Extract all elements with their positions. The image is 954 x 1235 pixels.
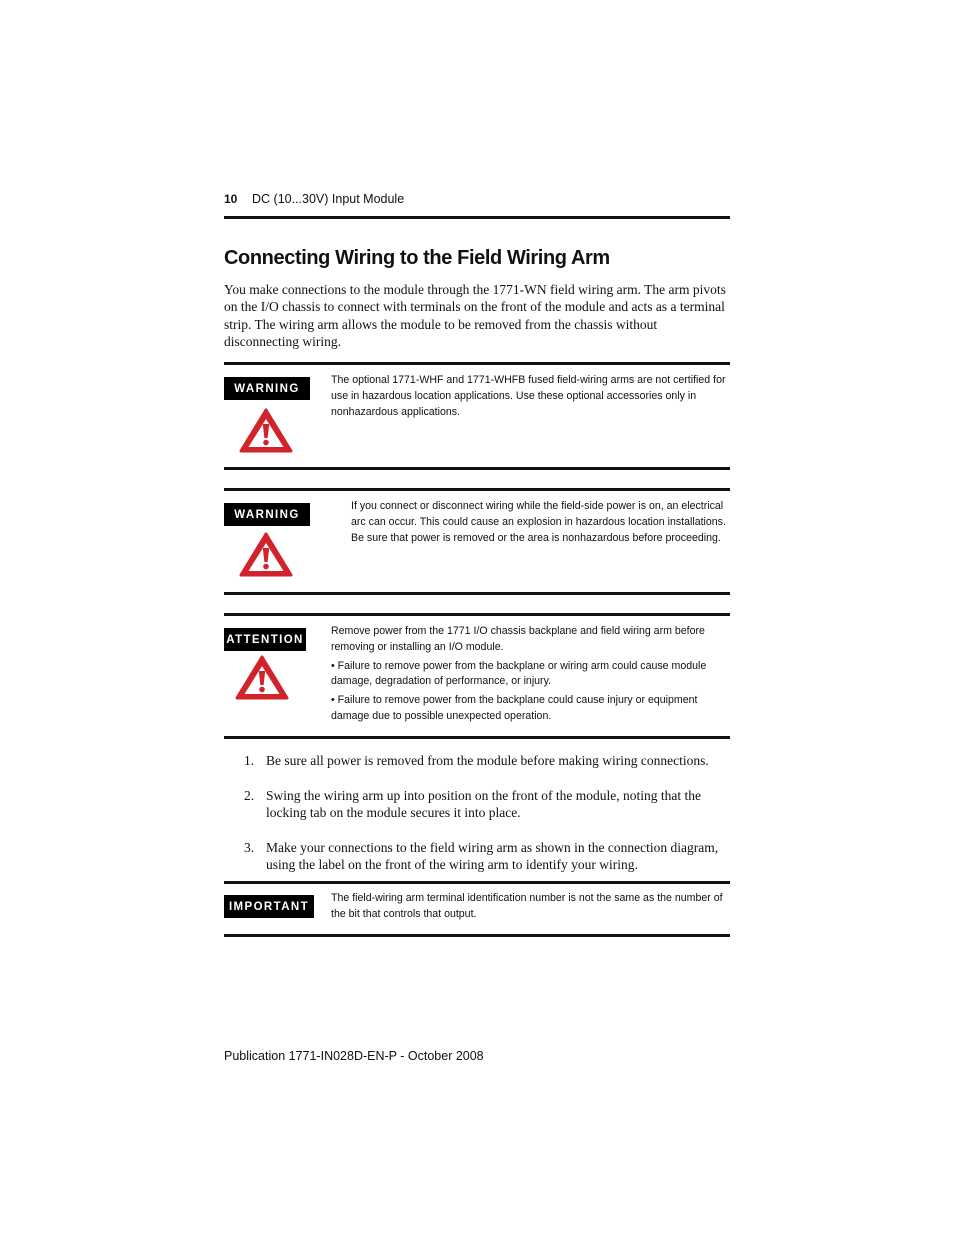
notice-top-rule bbox=[224, 881, 730, 884]
attention-bullet: • Failure to remove power from the backplane could cause injury or equipment damage due to possible unexpected operation. bbox=[331, 694, 698, 722]
notice-bottom-rule bbox=[224, 736, 730, 739]
attention-text bbox=[331, 624, 730, 725]
step-number: 2. bbox=[244, 787, 255, 803]
footer-publication: Publication 1771-IN028D-EN-P - October 2008 bbox=[224, 1049, 484, 1063]
notice-bottom-rule bbox=[224, 934, 730, 937]
notice-bottom-rule bbox=[224, 467, 730, 470]
notice-top-rule bbox=[224, 362, 730, 365]
important-label: IMPORTANT bbox=[224, 895, 314, 918]
page-header bbox=[224, 192, 730, 219]
warning-notice-1 bbox=[224, 362, 730, 472]
warning-triangle-icon bbox=[238, 406, 294, 454]
important-notice bbox=[224, 881, 730, 941]
list-item bbox=[244, 752, 730, 769]
warning-triangle-icon bbox=[234, 653, 290, 701]
warning-label: WARNING bbox=[224, 503, 310, 526]
warning-text: If you connect or disconnect wiring while the field-side power is on, an electrical arc can occur. This could cause an explosion in hazardous location installations. Be sure that power is removed or the area is nonhazardous before proceeding. bbox=[351, 500, 726, 544]
warning-notice-2 bbox=[224, 488, 730, 598]
notice-top-rule bbox=[224, 613, 730, 616]
attention-main-text: Remove power from the 1771 I/O chassis backplane and field wiring arm before removing or installing an I/O module. bbox=[331, 625, 705, 653]
intro-paragraph: You make connections to the module through the 1771-WN field wiring arm. The arm pivots on the I/O chassis to connect with terminals on the front of the module and acts as a terminal strip. The wiring arm allows the module to be removed from the chassis without disconnecting wiring. bbox=[224, 282, 726, 349]
warning-triangle-icon bbox=[238, 530, 294, 578]
step-number: 3. bbox=[244, 839, 255, 855]
step-number: 1. bbox=[244, 753, 255, 768]
notice-top-rule bbox=[224, 488, 730, 491]
section-title: Connecting Wiring to the Field Wiring Arm bbox=[224, 247, 610, 269]
attention-bullet: • Failure to remove power from the backplane or wiring arm could cause module damage, degradation of performance, or injury. bbox=[331, 659, 707, 688]
warning-text: The optional 1771-WHF and 1771-WHFB fused field-wiring arms are not certified for use in hazardous location applications. Use these optional accessories only in nonhazardous applications. bbox=[331, 374, 726, 418]
important-text: The field-wiring arm terminal identification number is not the same as the number of the bit that controls that output. bbox=[331, 892, 723, 920]
page-header-title: DC (10...30V) Input Module bbox=[252, 192, 405, 206]
notice-bottom-rule bbox=[224, 592, 730, 595]
attention-notice bbox=[224, 613, 730, 741]
steps-list bbox=[244, 752, 730, 891]
step-text: Swing the wiring arm up into position on the front of the module, noting that the locking tab on the module secures it into place. bbox=[266, 787, 701, 821]
warning-label: WARNING bbox=[224, 377, 310, 400]
step-text: Be sure all power is removed from the module before making wiring connections. bbox=[266, 753, 709, 768]
step-text: Make your connections to the field wiring arm as shown in the connection diagram, using the label on the front of the wiring arm to identify your wiring. bbox=[266, 839, 719, 873]
attention-label: ATTENTION bbox=[224, 628, 306, 651]
page-number: 10 bbox=[224, 192, 238, 206]
list-item bbox=[244, 787, 730, 822]
list-item bbox=[244, 839, 730, 874]
